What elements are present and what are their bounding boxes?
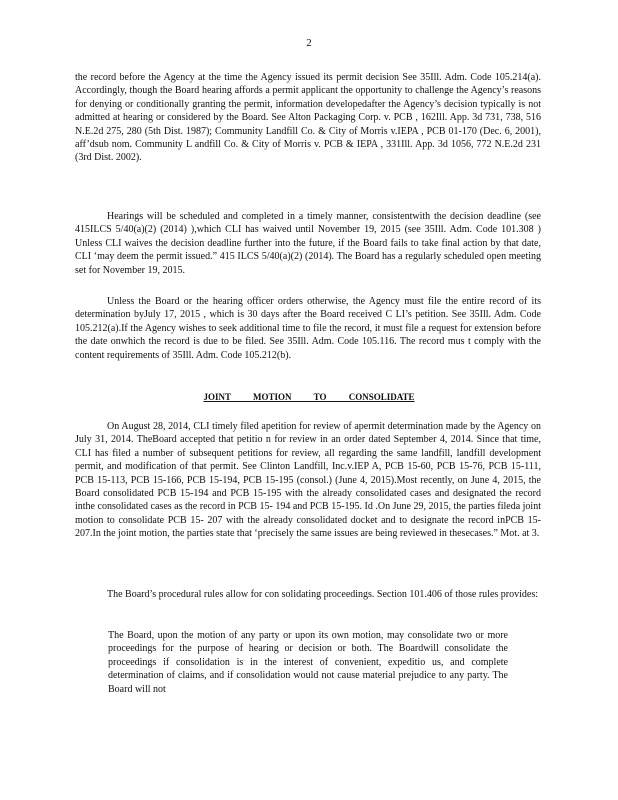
section-heading: JOINT MOTION TO CONSOLIDATE xyxy=(203,392,415,402)
page-number: 2 xyxy=(306,37,312,49)
block-quote-section-101-406: The Board, upon the motion of any party or upon its own motion, may consolidate two or more proceedings for the purpose of hearing or decision or both. The Boardwill consolidate the proceedings if consolidation is in the interest of convenient, expeditio us, and complete determination of claims, and if consolidation would not cause material prejudice to any party. The Board will not xyxy=(108,630,508,695)
paragraph-consolidation-history: On August 28, 2014, CLI timely filed apetition for review of apermit determination made by the Agency on July 31, 2014. TheBoard accepted that petitio n for review in an order dated September 4, 2014. Since that time, CLI has filed a number of subsequent petitions for review, all regarding the same landfill, landfill development permit, and modification of that permit. See Clinton Landfill, Inc.v.IEP A, PCB 15-60, PCB 15-76, PCB 15-111, PCB 15-113, PCB 15-166, PCB 15-194, PCB 15-195 (consol.) (June 4, 2015).Most recently, on June 4, 2015, the Board consolidated PCB 15-194 and PCB 15-195 with the already consolidated cases and designated the record inthe consolidated cases as the record in PCB 15- 194 and PCB 15-195. Id .On June 29, 2015, the parties fileda joint motion to consolidate PCB 15- 207 with the already consolidated docket and to designate the record inPCB 15-207.In the joint motion, the parties state that ‘precisely the same issues are being reviewed in thesecases.” Mot. at 3. xyxy=(75,421,541,540)
paragraph-record-before-agency: the record before the Agency at the time the Agency issued its permit decision See 35Ill. Adm. Code 105.214(a). Accordingly, though the Board hearing affords a permit applicant the opportunity to challenge the Agency’s reasons for denying or conditionally granting the permit, information developedafter the Agency’s decision typically is not admitted at hearing or considered by the Board. See Alton Packaging Corp. v. PCB , 162Ill. App. 3d 731, 738, 516 N.E.2d 275, 280 (5th Dist. 1987); Community Landfill Co. & City of Morris v.IEPA , PCB 01-170 (Dec. 6, 2001), aff’dsub nom. Community L andfill Co. & City of Morris v. PCB & IEPA , 331Ill. App. 3d 1056, 772 N.E.2d 231 (3rd Dist. 2002). xyxy=(75,72,541,164)
paragraph-agency-record: Unless the Board or the hearing officer orders otherwise, the Agency must file the entire record of its determination byJuly 17, 2015 , which is 30 days after the Board received C LI’s petition. See 35Ill. Adm. Code 105.212(a).If the Agency wishes to seek additional time to file the record, it must file a request for extension before the date onwhich the record is due to be filed. See 35Ill. Adm. Code 105.116. The record mus t comply with the content requirements of 35Ill. Adm. Code 105.212(b). xyxy=(75,296,541,361)
paragraph-hearings: Hearings will be scheduled and completed in a timely manner, consistentwith the decision deadline (see 415ILCS 5/40(a)(2) (2014) ),which CLI has waived until November 19, 2015 (see 35Ill. Adm. Code 101.308 ) Unless CLI waives the decision deadline further into the future, if the Board fails to take final action by that date, CLI ‘may deem the permit issued.” 415 ILCS 5/40(a)(2) (2014). The Board has a regularly scheduled open meeting set for November 19, 2015. xyxy=(75,211,541,276)
paragraph-procedural-rules: The Board’s procedural rules allow for con solidating proceedings. Section 101.406 of those rules provides: xyxy=(107,589,539,600)
